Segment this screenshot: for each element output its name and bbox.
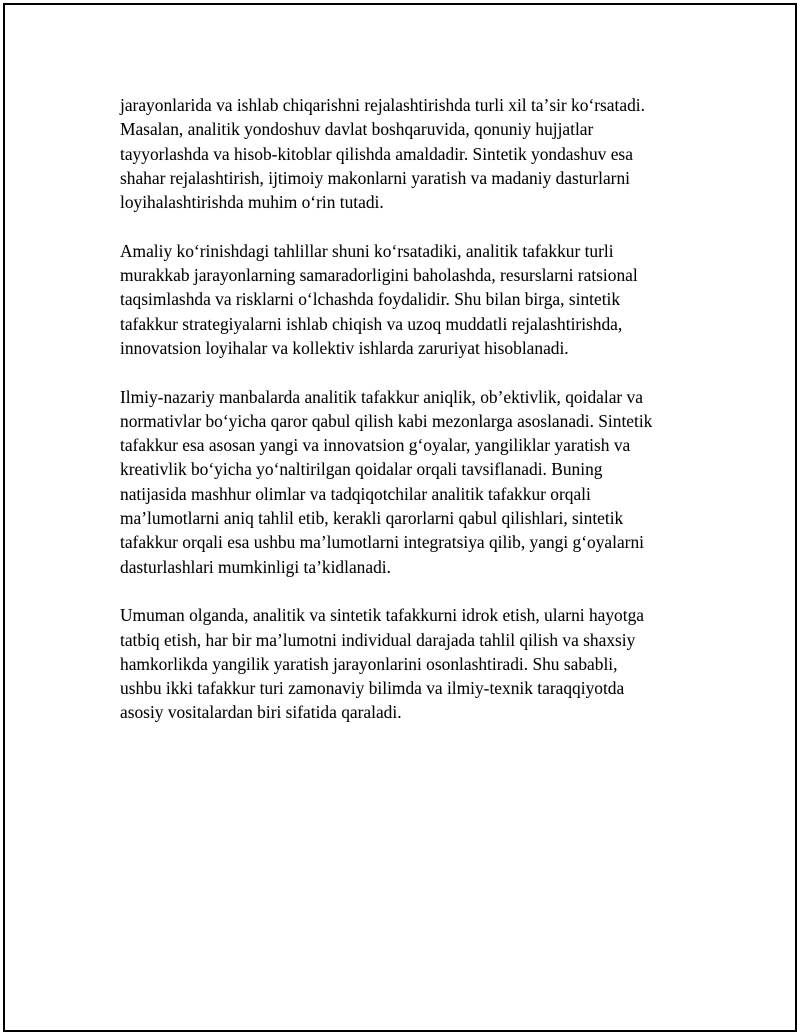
text-line: dasturlashlari mumkinligi taʼkidlanadi. xyxy=(120,556,391,577)
paragraph-4 xyxy=(120,603,690,724)
text-line: maʼlumotlarni aniq tahlil etib, kerakli qarorlarni qabul qilishlari, sintetik xyxy=(120,508,624,529)
text-line: Amaliy koʻrinishdagi tahlillar shuni koʻrsatadiki, analitik tafakkur turli xyxy=(120,240,614,261)
paragraph-1 xyxy=(120,93,690,214)
text-line: normativlar boʻyicha qaror qabul qilish kabi mezonlarga asoslanadi. Sintetik xyxy=(120,410,653,431)
text-line: innovatsion loyihalar va kollektiv ishlarda zaruriyat hisoblanadi. xyxy=(120,337,569,358)
text-line: murakkab jarayonlarning samaradorligini baholashda, resurslarni ratsional xyxy=(120,265,638,286)
text-line: tafakkur strategiyalarni ishlab chiqish va uzoq muddatli rejalashtirishda, xyxy=(120,313,623,334)
text-line: Ilmiy-nazariy manbalarda analitik tafakkur aniqlik, obʼektivlik, qoidalar va xyxy=(120,386,643,407)
text-line: asosiy vositalardan biri sifatida qaraladi. xyxy=(120,702,402,723)
paragraph-3 xyxy=(120,385,690,579)
text-line: natijasida mashhur olimlar va tadqiqotchilar analitik tafakkur orqali xyxy=(120,483,591,504)
text-line: Umuman olganda, analitik va sintetik tafakkurni idrok etish, ularni hayotga xyxy=(120,605,645,626)
text-line: taqsimlashda va risklarni oʻlchashda foydalidir. Shu bilan birga, sintetik xyxy=(120,289,621,310)
document-page xyxy=(3,3,797,1032)
text-line: tafakkur esa asosan yangi va innovatsion gʻoyalar, yangiliklar yaratish va xyxy=(120,435,631,456)
document-body xyxy=(120,93,690,749)
text-line: hamkorlikda yangilik yaratish jarayonlarini osonlashtiradi. Shu sababli, xyxy=(120,653,618,674)
text-line: tayyorlashda va hisob-kitoblar qilishda amaldadir. Sintetik yondashuv esa xyxy=(120,143,633,164)
paragraph-2 xyxy=(120,239,690,360)
text-line: tatbiq etish, har bir maʼlumotni individual darajada tahlil qilish va shaxsiy xyxy=(120,629,636,650)
text-line: kreativlik boʻyicha yoʻnaltirilgan qoidalar orqali tavsiflanadi. Buning xyxy=(120,459,603,480)
text-line: tafakkur orqali esa ushbu maʼlumotlarni integratsiya qilib, yangi gʻoyalarni xyxy=(120,532,644,553)
text-line: Masalan, analitik yondoshuv davlat boshqaruvida, qonuniy hujjatlar xyxy=(120,119,594,140)
text-line: loyihalashtirishda muhim oʻrin tutadi. xyxy=(120,192,384,213)
text-line: ushbu ikki tafakkur turi zamonaviy bilimda va ilmiy-texnik taraqqiyotda xyxy=(120,678,625,699)
text-line: shahar rejalashtirish, ijtimoiy makonlarni yaratish va madaniy dasturlarni xyxy=(120,167,630,188)
text-line: jarayonlarida va ishlab chiqarishni rejalashtirishda turli xil taʼsir koʻrsatadi. xyxy=(120,95,645,115)
